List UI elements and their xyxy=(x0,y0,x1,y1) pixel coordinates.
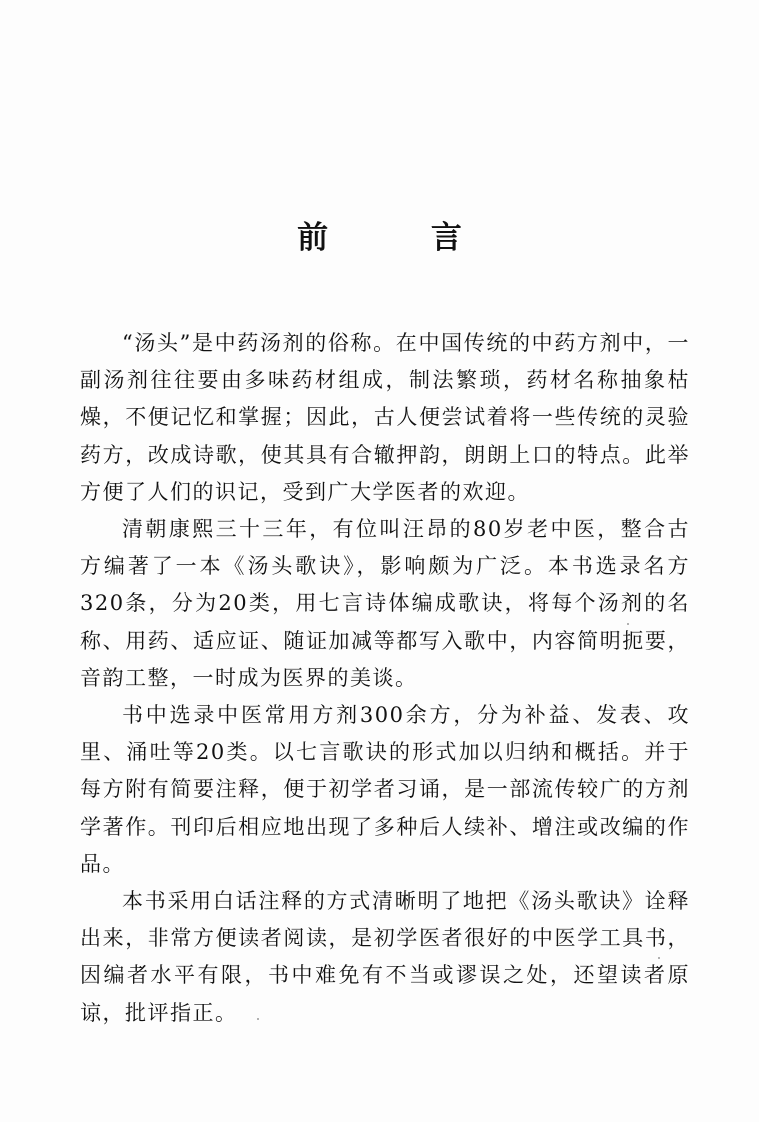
scan-speck xyxy=(627,623,629,625)
preface-body xyxy=(80,325,690,1032)
paragraph: “汤头”是中药汤剂的俗称。在中国传统的中药方剂中，一副汤剂往往要由多味药材组成，制法繁琐，药材名称抽象枯燥，不便记忆和掌握；因此，古人便尝试着将一些传统的灵验药方，改成诗歌，使其具有合辙押韵，朗朗上口的特点。此举方便了人们的识记，受到广大学医者的欢迎。 xyxy=(80,331,690,504)
paragraph: 本书采用白话注释的方式清晰明了地把《汤头歌诀》诠释出来，非常方便读者阅读，是初学医者很好的中医学工具书，因编者水平有限，书中难免有不当或谬误之处，还望读者原谅，批评指正。 xyxy=(80,889,690,1025)
paragraph: 清朝康熙三十三年，有位叫汪昂的80岁老中医，整合古方编著了一本《汤头歌诀》，影响颇为广泛。本书选录名方320条，分为20类，用七言诗体编成歌诀，将每个汤剂的名称、用药、适应证、随证加减等都写入歌中，内容简明扼要，音韵工整，一时成为医界的美谈。 xyxy=(80,517,690,690)
scan-speck xyxy=(257,1018,259,1020)
paragraph: 书中选录中医常用方剂300余方，分为补益、发表、攻里、涌吐等20类。以七言歌诀的形式加以归纳和概括。并于每方附有简要注释，便于初学者习诵，是一部流传较广的方剂学著作。刊印后相应地出现了多种后人续补、增注或改编的作品。 xyxy=(80,703,690,876)
page-title: 前 言 xyxy=(297,220,508,256)
scan-speck xyxy=(658,957,660,959)
